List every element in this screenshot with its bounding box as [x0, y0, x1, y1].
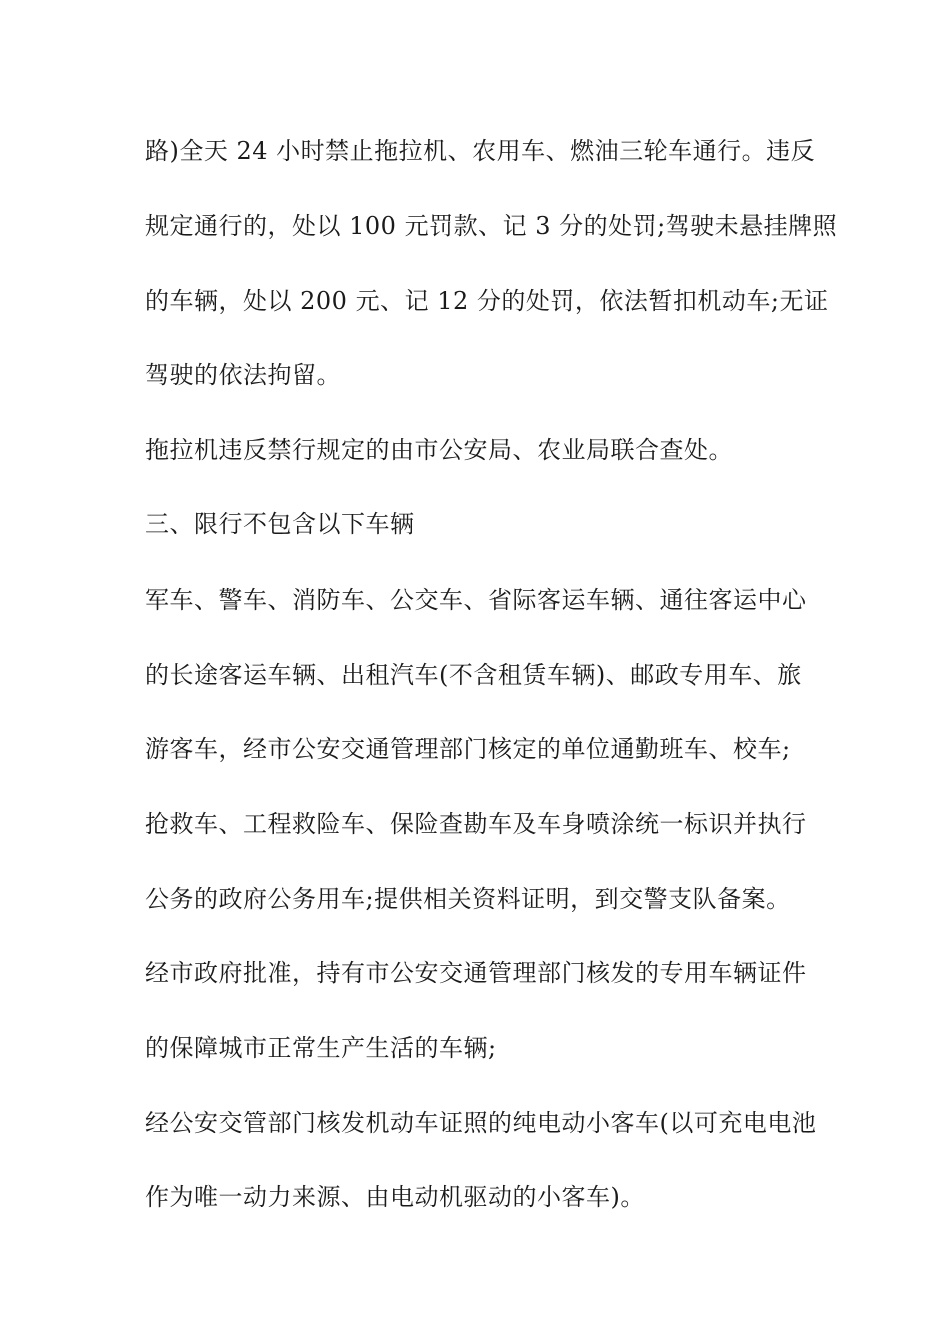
paragraph-line: 驾驶的依法拘留。 — [145, 361, 341, 389]
paragraph-line: 抢救车、工程救险车、保险查勘车及车身喷涂统一标识并执行 — [145, 810, 807, 838]
paragraph-line: 路)全天 24 小时禁止拖拉机、农用车、燃油三轮车通行。违反 — [145, 137, 816, 165]
paragraph-line: 的车辆，处以 200 元、记 12 分的处罚，依法暂扣机动车;无证 — [145, 287, 829, 315]
paragraph-line: 游客车，经市公安交通管理部门核定的单位通勤班车、校车; — [145, 735, 791, 763]
section-heading: 三、限行不包含以下车辆 — [145, 510, 415, 538]
paragraph-line: 经公安交管部门核发机动车证照的纯电动小客车(以可充电电池 — [145, 1109, 817, 1137]
paragraph-line: 拖拉机违反禁行规定的由市公安局、农业局联合查处。 — [145, 436, 733, 464]
paragraph-line: 的长途客运车辆、出租汽车(不含租赁车辆)、邮政专用车、旅 — [145, 661, 802, 689]
paragraph-line: 的保障城市正常生产生活的车辆; — [145, 1034, 497, 1062]
paragraph-line: 作为唯一动力来源、由电动机驱动的小客车)。 — [145, 1183, 645, 1211]
paragraph-line: 规定通行的，处以 100 元罚款、记 3 分的处罚;驾驶未悬挂牌照 — [145, 212, 838, 240]
paragraph-line: 经市政府批准，持有市公安交通管理部门核发的专用车辆证件 — [145, 959, 807, 987]
paragraph-line: 公务的政府公务用车;提供相关资料证明，到交警支队备案。 — [145, 885, 791, 913]
paragraph-line: 军车、警车、消防车、公交车、省际客运车辆、通往客运中心 — [145, 586, 807, 614]
